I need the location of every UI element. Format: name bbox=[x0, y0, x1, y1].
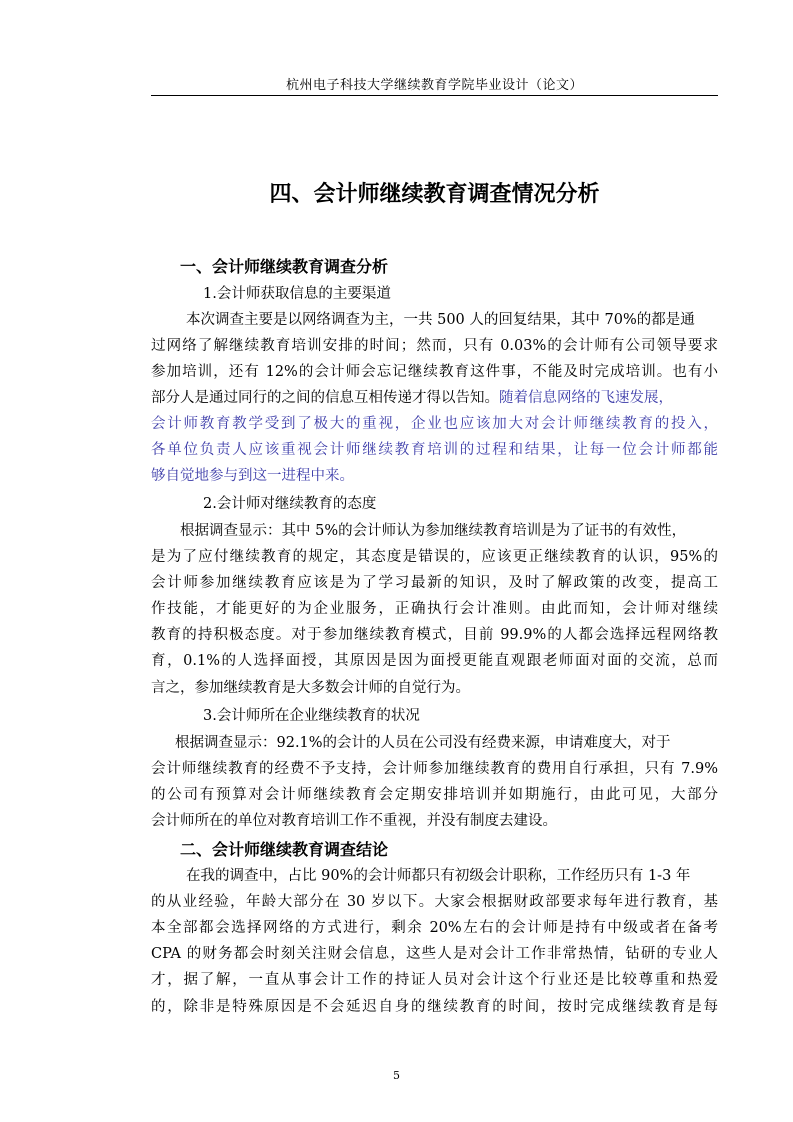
paragraph-line: 育，0.1%的人选择面授，其原因是因为面授更能直观跟老师面对面的交流，总而 bbox=[151, 653, 718, 669]
paragraph-line: 会计师继续教育的经费不予支持，会计师参加继续教育的费用自行承担，只有 7.9% bbox=[151, 761, 718, 777]
paragraph-line: 的公司有预算对会计师继续教育会定期安排培训并如期施行，由此可见，大部分 bbox=[151, 787, 718, 803]
paragraph-line: 作技能，才能更好的为企业服务，正确执行会计准则。由此而知，会计师对继续 bbox=[151, 601, 718, 617]
highlighted-line: 会计师教育教学受到了极大的重视，企业也应该加大对会计师继续教育的投入， bbox=[151, 416, 718, 432]
paragraph-line: 的从业经验，年龄大部分在 30 岁以下。大家会根据财政部要求每年进行教育，基 bbox=[151, 894, 718, 910]
paragraph-line: CPA 的财务都会时刻关注财会信息，这些人是对会计工作非常热情，钻研的专业人 bbox=[151, 946, 718, 962]
highlighted-line: 各单位负责人应该重视会计师继续教育培训的过程和结果，让每一位会计师都能 bbox=[151, 442, 718, 458]
paragraph-line: 教育的持积极态度。对于参加继续教育模式，目前 99.9%的人都会选择远程网络教 bbox=[151, 627, 718, 643]
paragraph-line: 在我的调查中，占比 90%的会计师都只有初级会计职称，工作经历只有 1-3 年 bbox=[186, 868, 691, 884]
paragraph-line: 过网络了解继续教育培训安排的时间；然而，只有 0.03%的会计师有公司领导要求 bbox=[151, 338, 718, 354]
paragraph-line: 本次调查主要是以网络调查为主，一共 500 人的回复结果，其中 70%的都是通 bbox=[186, 312, 695, 328]
subheading-2: 2.会计师对继续教育的态度 bbox=[203, 496, 377, 512]
highlighted-line: 够自觉地参与到这一进程中来。 bbox=[151, 468, 354, 484]
chapter-title: 四、会计师继续教育调查情况分析 bbox=[269, 182, 600, 207]
paragraph-line-mixed bbox=[151, 389, 673, 407]
highlighted-text: 随着信息网络的飞速发展， bbox=[499, 390, 673, 406]
section2-heading: 二、会计师继续教育调查结论 bbox=[180, 840, 389, 859]
subheading-3: 3.会计师所在企业继续教育的状况 bbox=[203, 708, 420, 724]
paragraph-line: 根据调查显示：其中 5%的会计师认为参加继续教育培训是为了证书的有效性， bbox=[180, 523, 687, 539]
header-rule bbox=[151, 95, 718, 96]
paragraph-line: 根据调查显示：92.1%的会计的人员在公司没有经费来源，申请难度大，对于 bbox=[175, 735, 671, 751]
section1-heading: 一、会计师继续教育调查分析 bbox=[180, 257, 389, 276]
page-header: 杭州电子科技大学继续教育学院毕业设计（论文） bbox=[285, 78, 583, 93]
paragraph-line: 才，据了解，一直从事会计工作的持证人员对会计这个行业还是比较尊重和热爱 bbox=[151, 972, 718, 988]
paragraph-line: 的，除非是特殊原因是不会延迟自身的继续教育的时间，按时完成继续教育是每 bbox=[151, 999, 718, 1015]
subheading-1: 1.会计师获取信息的主要渠道 bbox=[203, 286, 391, 302]
page-number: 5 bbox=[393, 1069, 400, 1082]
paragraph-line: 本全部都会选择网络的方式进行，剩余 20%左右的会计师是持有中级或者在备考 bbox=[151, 920, 718, 936]
paragraph-line: 会计师参加继续教育应该是为了学习最新的知识，及时了解政策的改变，提高工 bbox=[151, 575, 718, 591]
paragraph-line: 是为了应付继续教育的规定，其态度是错误的，应该更正继续教育的认识，95%的 bbox=[151, 549, 718, 565]
paragraph-line: 言之，参加继续教育是大多数会计师的自觉行为。 bbox=[151, 680, 470, 696]
paragraph-text: 部分人是通过同行的之间的信息互相传递才得以告知。 bbox=[151, 390, 499, 406]
paragraph-line: 会计师所在的单位对教育培训工作不重视，并没有制度去建设。 bbox=[151, 813, 557, 829]
paragraph-line: 参加培训，还有 12%的会计师会忘记继续教育这件事，不能及时完成培训。也有小 bbox=[151, 364, 718, 380]
